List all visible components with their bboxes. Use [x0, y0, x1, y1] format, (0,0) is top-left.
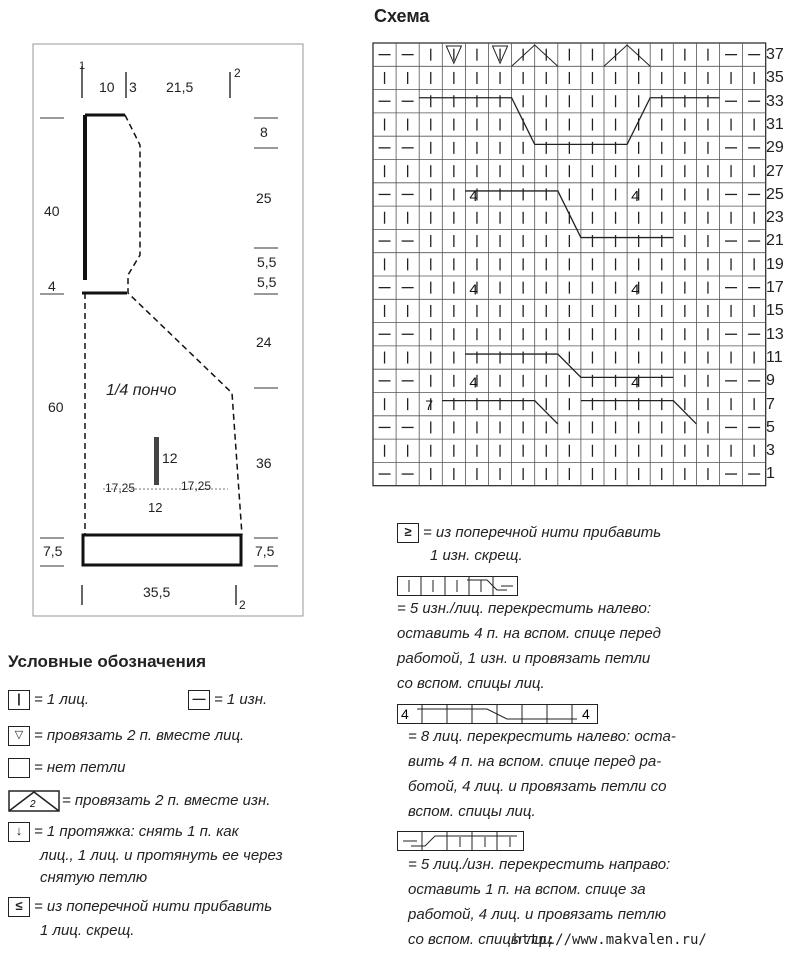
legend-title: Условные обозначения: [8, 652, 207, 671]
label-7-5-right: 7,5: [255, 543, 275, 559]
rlegend-line-13: со вспом. спицы лиц.: [408, 931, 556, 948]
row-number: 9: [766, 372, 775, 390]
label-21-5: 21,5: [166, 79, 194, 95]
label-1-top: 1: [79, 60, 86, 72]
label-36: 36: [256, 455, 272, 471]
label-poncho: 1/4 пончо: [106, 382, 177, 399]
rlegend-line-11: оставить 1 п. на вспом. спице за: [408, 881, 646, 898]
skp-icon: ↓: [8, 822, 30, 842]
knit-icon: |: [8, 690, 30, 710]
rlegend-line-6: = 8 лиц. перекрестить налево: оста-: [408, 728, 676, 745]
legend-item-purl: [188, 690, 267, 710]
row-number: 25: [766, 185, 784, 203]
legend-text-skp-2: лиц., 1 лиц. и протянуть ее через: [40, 847, 283, 864]
legend-text-m1-2: 1 лиц. скрещ.: [40, 922, 135, 939]
legend-text-knit: = 1 лиц.: [34, 690, 89, 708]
svg-text:2: 2: [30, 799, 36, 810]
no-stitch-icon: [8, 758, 30, 778]
row-number: 3: [766, 442, 775, 460]
cable-5-left-icon: [397, 576, 519, 596]
label-7-5-left: 7,5: [43, 543, 63, 559]
legend-text-m1-1: = из поперечной нити прибавить: [34, 897, 273, 915]
legend-item-m1: [8, 897, 272, 917]
legend-text-purl: = 1 изн.: [214, 690, 268, 708]
label-3: 3: [129, 79, 137, 95]
row-number: 35: [766, 69, 784, 87]
legend-item-knit: [8, 690, 89, 710]
row-number: 15: [766, 302, 784, 320]
row-number: 21: [766, 232, 784, 250]
label-12b: 12: [148, 500, 163, 515]
rlegend-line-4: работой, 1 изн. и провязать петли: [397, 650, 651, 667]
label-5-5b: 5,5: [257, 274, 277, 290]
k2tog-icon: ▽: [8, 726, 30, 746]
row-number: 7: [766, 395, 775, 413]
cable-8-count-left: 4: [401, 706, 409, 722]
label-24: 24: [256, 334, 272, 350]
legend-text-skp-1: = 1 протяжка: снять 1 п. как: [34, 822, 239, 840]
label-5-5a: 5,5: [257, 254, 277, 270]
chart-title: Схема: [374, 6, 430, 26]
cable-count-label: 4: [631, 188, 640, 206]
label-17-25a: 17,25: [105, 481, 136, 495]
row-number: 37: [766, 46, 784, 63]
legend-text-p2tog: = провязать 2 п. вместе изн.: [62, 791, 271, 809]
label-2-bottom: 2: [239, 598, 246, 612]
label-10: 10: [99, 79, 115, 95]
row-number: 29: [766, 139, 784, 157]
row-number: 17: [766, 279, 784, 296]
p2tog-icon: [8, 790, 60, 812]
legend-item-k2tog: [8, 726, 244, 746]
row-number: 13: [766, 325, 784, 343]
label-40: 40: [44, 203, 60, 219]
cable-count-label: 4: [631, 281, 640, 299]
row-number: 1: [766, 465, 775, 483]
rlegend-line-9: вспом. спицы лиц.: [408, 803, 536, 820]
rlegend-line-5: со вспом. спицы лиц.: [397, 675, 545, 692]
row-number: 27: [766, 162, 784, 180]
row-number: 19: [766, 255, 784, 273]
label-60: 60: [48, 399, 64, 415]
legend-text-k2tog: = провязать 2 п. вместе лиц.: [34, 726, 245, 744]
rlegend-m1p: [397, 523, 661, 543]
watermark: http://www.makvalen.ru/: [513, 932, 707, 948]
cable-8-count-right: 4: [582, 706, 590, 722]
rlegend-line-3: оставить 4 п. на вспом. спице перед: [397, 625, 661, 642]
legend-item-nostitch: [8, 758, 125, 778]
row-number: 5: [766, 418, 775, 436]
label-4: 4: [48, 278, 56, 294]
cable-count-label: 4: [631, 374, 640, 392]
legend-text-skp-3: снятую петлю: [40, 869, 148, 886]
stitch-chart: [370, 40, 770, 510]
legend-item-p2tog: [8, 790, 270, 812]
rlegend-line-1: 1 изн. скрещ.: [430, 547, 523, 564]
row-number: 31: [766, 115, 784, 133]
purl-icon: —: [188, 690, 210, 710]
label-25: 25: [256, 190, 272, 206]
legend-text-nostitch: = нет петли: [34, 758, 126, 776]
cable-count-label: 4: [469, 281, 478, 299]
m1-knit-icon: ≤: [8, 897, 30, 917]
schematic-panel: [0, 0, 360, 620]
row-number: 23: [766, 209, 784, 227]
legend-item-skp: [8, 822, 239, 842]
row-number: 11: [766, 348, 783, 366]
cable-count-label: 4: [469, 374, 478, 392]
row-number: 33: [766, 92, 784, 110]
cable-count-label: 4: [469, 188, 478, 206]
rlegend-line-2: = 5 изн./лиц. перекрестить налево:: [397, 600, 652, 617]
rlegend-line-8: ботой, 4 лиц. и провязать петли со: [408, 778, 667, 795]
label-12a: 12: [162, 450, 178, 466]
rlegend-line-7: вить 4 п. на вспом. спице перед ра-: [408, 753, 662, 770]
label-17-25b: 17,25: [181, 479, 212, 493]
rlegend-line-10: = 5 лиц./изн. перекрестить направо:: [408, 856, 671, 873]
label-8: 8: [260, 124, 268, 140]
rlegend-line-12: работой, 4 лиц. и провязать петлю: [408, 906, 667, 923]
m1-purl-icon: ≥: [397, 523, 419, 543]
cable-5-right-icon: [397, 831, 525, 851]
label-2-top: 2: [234, 66, 241, 80]
label-35-5: 35,5: [143, 584, 171, 600]
cable-count-label-small: 7: [425, 396, 433, 413]
rlegend-line-0: = из поперечной нити прибавить: [423, 523, 662, 541]
cable-8-left-icon: [397, 704, 599, 724]
